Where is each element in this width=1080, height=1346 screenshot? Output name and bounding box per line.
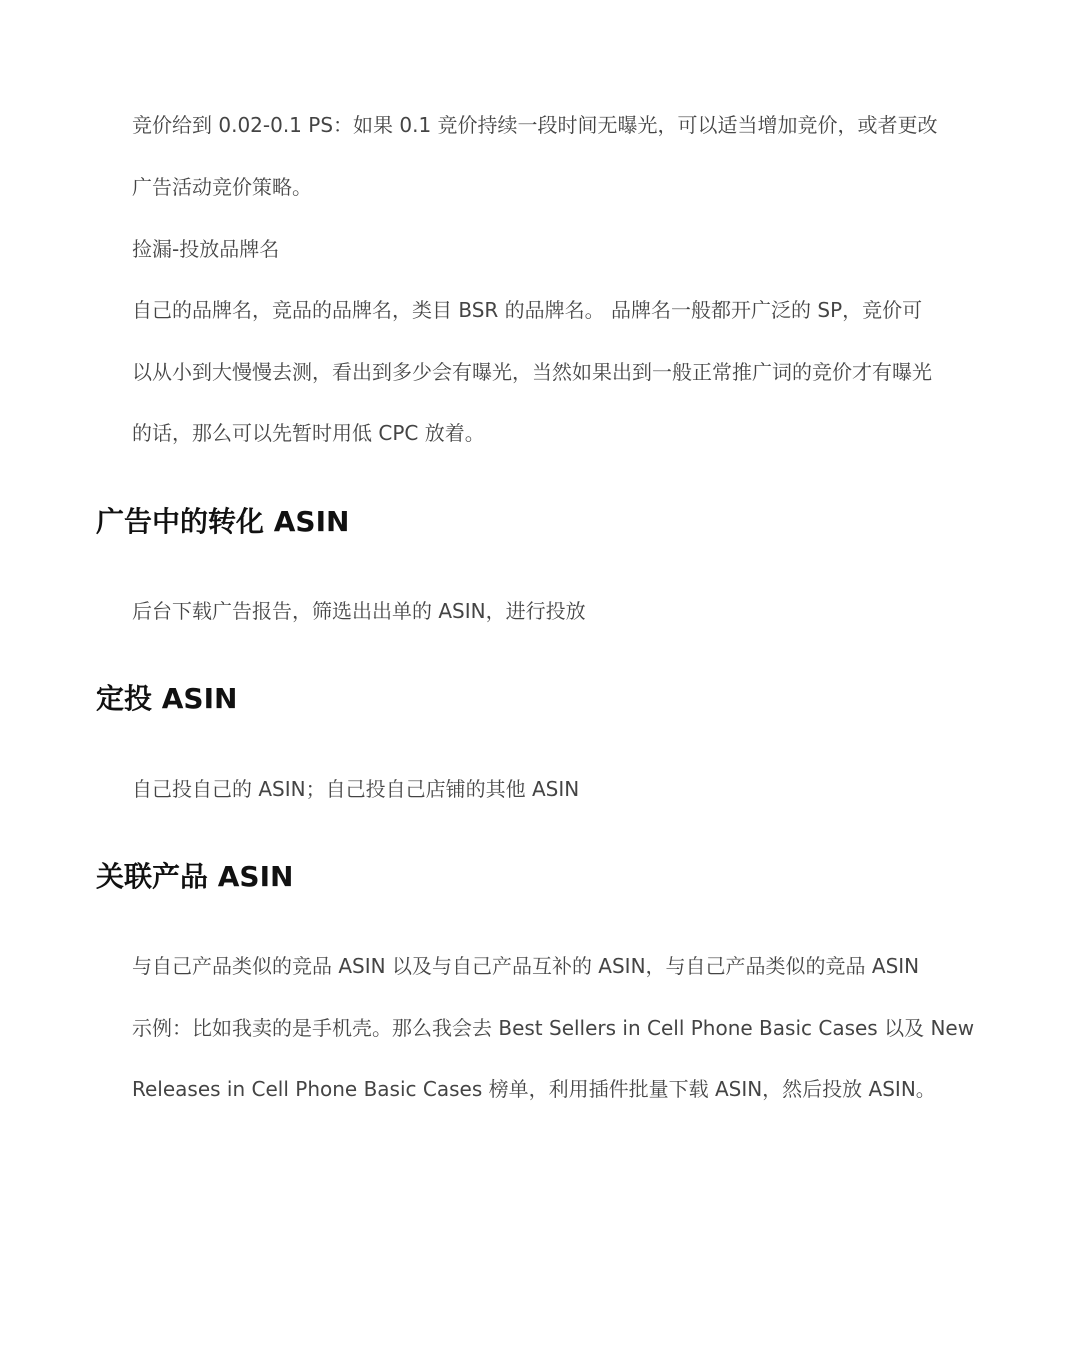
text-line: 自己的品牌名，竞品的品牌名，类目 BSR 的品牌名。 品牌名一般都开广泛的 SP，竞价可 bbox=[132, 298, 923, 322]
heading-related-asin: 关联产品 ASIN bbox=[96, 860, 294, 893]
heading-conversion-asin: 广告中的转化 ASIN bbox=[96, 505, 350, 538]
paragraph-brand-names bbox=[132, 280, 962, 465]
text-line: 竞价给到 0.02-0.1 PS：如果 0.1 竞价持续一段时间无曝光，可以适当增加竞价，或者更改 bbox=[132, 113, 938, 137]
heading-targeting-asin: 定投 ASIN bbox=[96, 682, 238, 715]
subheading-brand-targeting: 捡漏-投放品牌名 bbox=[132, 237, 280, 261]
text-line: Releases in Cell Phone Basic Cases 榜单，利用插件批量下载 ASIN，然后投放 ASIN。 bbox=[132, 1077, 936, 1102]
text-line: 的话，那么可以先暂时用低 CPC 放着。 bbox=[132, 421, 485, 446]
text-line: 以从小到大慢慢去测，看出到多少会有曝光，当然如果出到一般正常推广词的竞价才有曝光 bbox=[132, 359, 932, 384]
text-line: 广告活动竞价策略。 bbox=[132, 174, 312, 199]
paragraph-conversion-asin: 后台下载广告报告，筛选出出单的 ASIN，进行投放 bbox=[132, 599, 586, 623]
paragraph-bid-range bbox=[132, 95, 962, 218]
text-line: 与自己产品类似的竞品 ASIN 以及与自己产品互补的 ASIN，与自己产品类似的竞品 ASIN bbox=[132, 954, 920, 978]
paragraph-targeting-asin: 自己投自己的 ASIN；自己投自己店铺的其他 ASIN bbox=[132, 777, 580, 801]
text-line: 示例：比如我卖的是手机壳。那么我会去 Best Sellers in Cell Phone Basic Cases 以及 New bbox=[132, 1015, 975, 1040]
paragraph-related-asin bbox=[132, 936, 975, 1121]
